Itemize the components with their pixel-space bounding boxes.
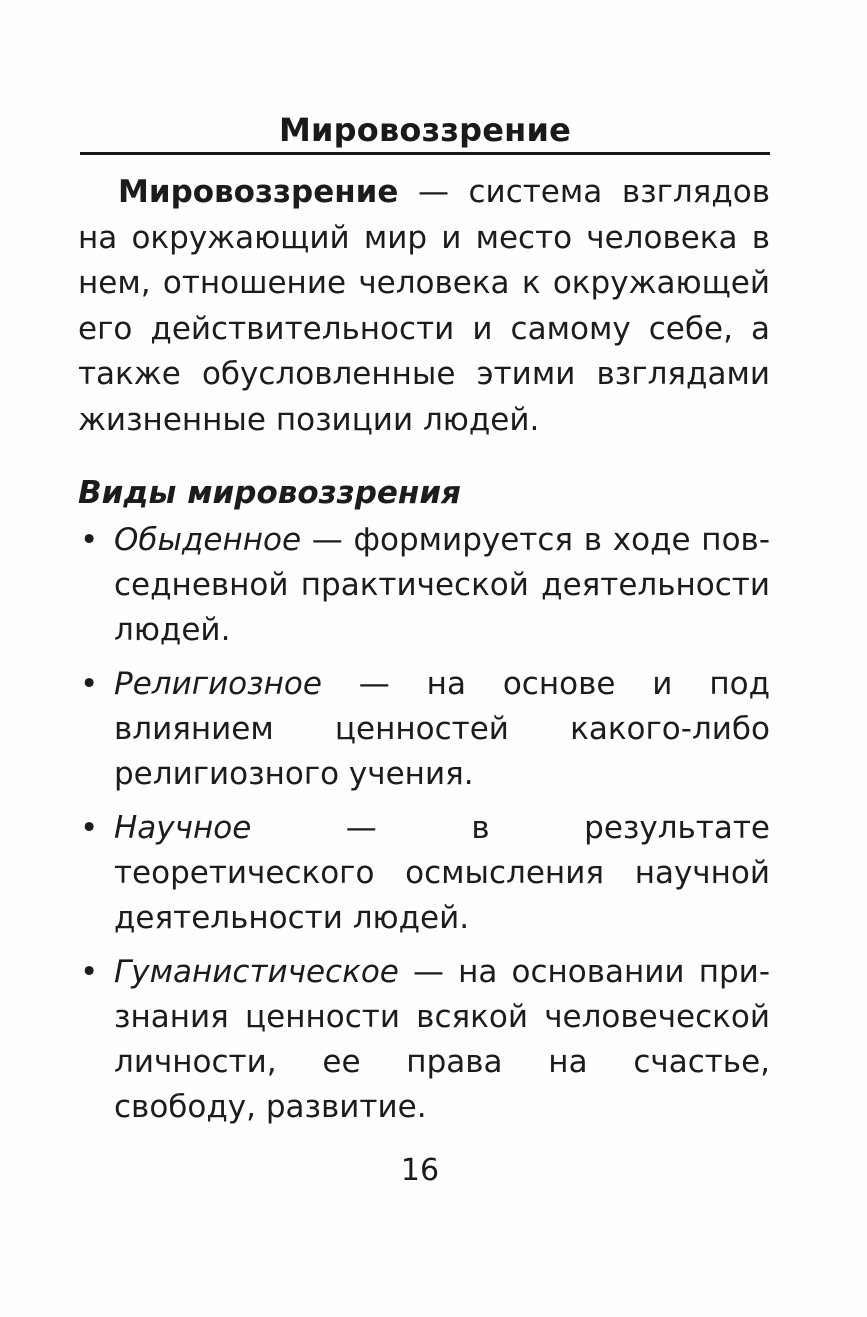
list-item (78, 806, 770, 941)
list-item (78, 518, 770, 653)
section-heading (80, 108, 770, 158)
bullet-icon: • (80, 666, 99, 702)
kind-description: — на основе и под влиянием ценностей какого-либо религиозного учения. (114, 666, 770, 792)
page-content (78, 170, 770, 1139)
heading-underline (80, 152, 770, 155)
kind-term: Обыденное (114, 522, 302, 558)
bullet-icon: • (80, 522, 99, 558)
kind-description: — в результате теоретического осмысления научной деятельности людей. (114, 810, 770, 936)
kind-term: Религиозное (114, 666, 322, 702)
bullet-icon: • (80, 810, 99, 846)
list-item (78, 662, 770, 797)
definition-text: — система взглядов на окружающий мир и место человека в нем, отношение человека к окружающей его действительности и самому себе, а также обусловленные этими взглядами жизненные позиции людей. (78, 174, 770, 438)
page-title: Мировоззрение (278, 111, 572, 149)
kinds-list (78, 518, 770, 1130)
kind-description: — на основании признания ценности всякой человеческой личности, ее права на счастье, свободу, развитие. (114, 954, 770, 1125)
page-number: 16 (400, 1153, 440, 1188)
definition-paragraph (78, 170, 770, 443)
kinds-heading: Виды мировоззрения (78, 475, 461, 511)
bullet-icon: • (80, 954, 99, 990)
list-item (78, 950, 770, 1130)
definition-term: Мировоззрение (118, 174, 399, 210)
kind-term: Гуманистическое (114, 954, 399, 990)
kind-description: — формируется в ходе повседневной практической деятельности людей. (114, 522, 770, 648)
kind-term: Научное (114, 810, 252, 846)
